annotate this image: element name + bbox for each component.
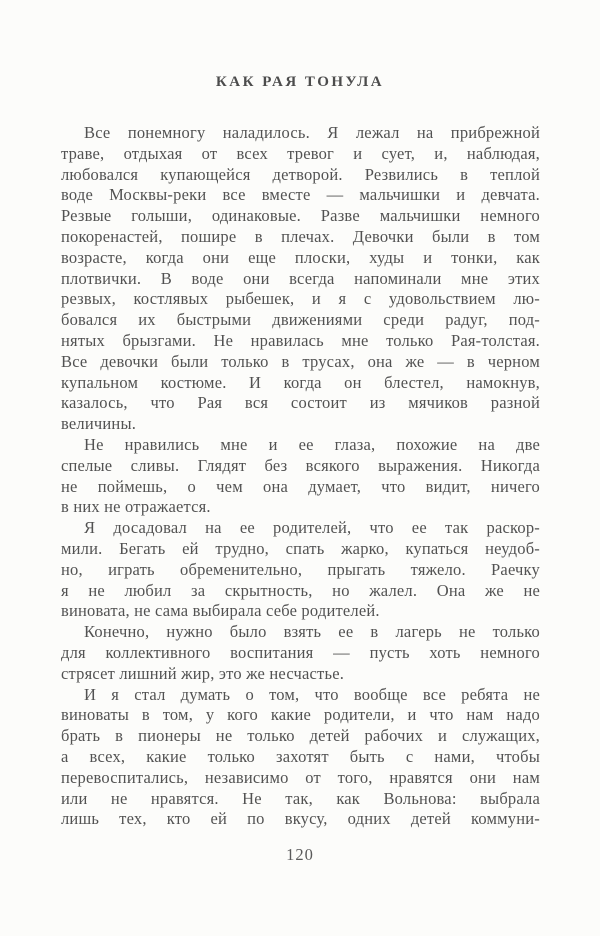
text-line: но, играть обременительно, прыгать тяжело. Раечку	[61, 559, 540, 579]
text-line: Конечно, нужно было взять ее в лагерь не только	[84, 622, 540, 642]
text-line: для коллективного воспитания — пусть хоть немного	[61, 642, 540, 662]
paragraph	[61, 123, 540, 435]
text-line: а всех, какие только захотят быть с нами, чтобы	[61, 746, 540, 766]
text-line: или не нравятся. Не так, как Вольнова: выбрала	[61, 788, 540, 808]
paragraph	[61, 435, 540, 518]
text-line: не поймешь, о чем она думает, что видит, ничего	[61, 476, 540, 496]
text-line: мили. Бегать ей трудно, спать жарко, купаться неудоб-	[61, 538, 540, 558]
text-line: воде Москвы-реки все вместе — мальчишки и девчата.	[61, 185, 540, 205]
text-line: И я стал думать о том, что вообще все ребята не	[84, 684, 540, 704]
text-line: величины.	[61, 414, 137, 434]
text-line: Резвые голыши, одинаковые. Разве мальчишки немного	[61, 206, 540, 226]
text-line: покоренастей, пошире в плечах. Девочки были в том	[61, 226, 540, 246]
text-line: Я досадовал на ее родителей, что ее так раскор-	[84, 518, 540, 538]
chapter-title: КАК РАЯ ТОНУЛА	[215, 74, 385, 90]
text-line: Не нравились мне и ее глаза, похожие на две	[84, 434, 540, 454]
paragraph	[61, 685, 540, 831]
text-line: плотвички. В воде они всегда напоминали мне этих	[61, 268, 540, 288]
text-line: брать в пионеры не только детей рабочих и служащих,	[61, 726, 540, 746]
text-line: в них не отражается.	[61, 497, 211, 517]
paragraph	[61, 518, 540, 622]
text-line: виноваты в том, у кого какие родители, и что нам надо	[61, 705, 540, 725]
text-line: стрясет лишний жир, это же несчастье.	[61, 663, 345, 683]
text-line: казалось, что Рая вся состоит из мячиков разной	[61, 393, 540, 413]
text-line: купальном костюме. И когда он блестел, намокнув,	[61, 372, 540, 392]
text-line: Все понемногу наладилось. Я лежал на прибрежной	[84, 123, 540, 142]
text-line: бовался их быстрыми движениями среди радуг, под-	[61, 310, 540, 330]
text-line: виновата, не сама выбирала себе родителей.	[61, 601, 380, 621]
paragraph	[61, 622, 540, 684]
text-line: нятых брызгами. Не нравилась мне только Рая-толстая.	[61, 330, 540, 350]
text-line: лишь тех, кто ей по вкусу, одних детей коммуни-	[61, 809, 540, 829]
text-line: любовался купающейся детворой. Резвились в теплой	[61, 164, 540, 184]
text-line: я не любил за скрытность, но жалел. Она же не	[61, 580, 540, 600]
text-line: траве, отдыхая от всех тревог и сует, и, наблюдая,	[61, 143, 540, 163]
text-line: резвых, костлявых рыбешек, и я с удовольствием лю-	[61, 289, 540, 309]
text-line: возрасте, когда они еще плоски, худы и тонки, как	[61, 247, 540, 267]
page-body	[61, 123, 540, 830]
text-line: спелые сливы. Глядят без всякого выражения. Никогда	[61, 455, 540, 475]
text-line: перевоспитались, независимо от того, нравятся они нам	[61, 767, 540, 787]
page-number: 120	[286, 845, 314, 864]
text-line: Все девочки были только в трусах, она же — в черном	[61, 351, 540, 371]
